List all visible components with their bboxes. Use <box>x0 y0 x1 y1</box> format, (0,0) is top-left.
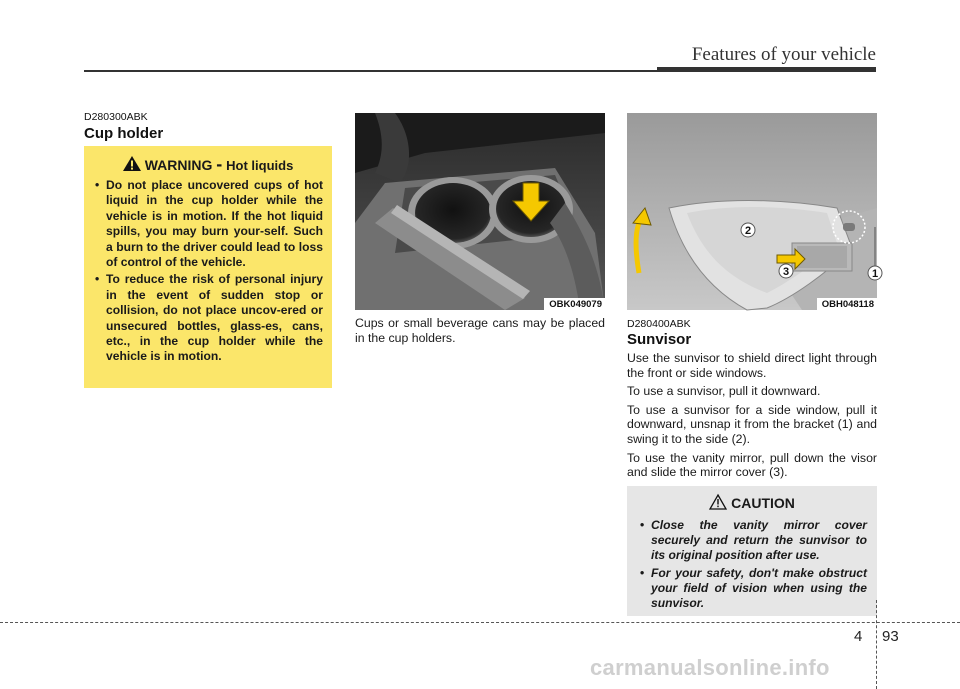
warning-triangle-icon <box>122 155 142 172</box>
caution-box <box>627 486 877 616</box>
callout-3: 3 <box>782 266 790 278</box>
warning-subtitle: Hot liquids <box>226 158 294 173</box>
caution-list <box>637 518 867 611</box>
sunvisor-paragraph: Use the sunvisor to shield direct light through the front or side windows. <box>627 351 877 380</box>
section-title: Features of your vehicle <box>691 44 876 65</box>
chapter-number: 4 <box>854 628 863 645</box>
sunvisor-paragraph: To use a sunvisor for a side window, pull it downward, unsnap it from the bracket (1) and swing it to the side (2). <box>627 402 877 446</box>
callout-1: 1 <box>871 268 879 280</box>
warning-title: WARNING <box>144 157 213 173</box>
caution-heading <box>637 494 867 514</box>
caution-item: • For your safety, don't make obstruct your field of vision when using the sunvisor. <box>637 566 867 611</box>
caution-title: CAUTION <box>731 495 795 511</box>
cup-holder-title: Cup holder <box>84 125 164 142</box>
sunvisor-paragraph: To use the vanity mirror, pull down the visor and slide the mirror cover (3). <box>627 450 877 480</box>
watermark: carmanualsonline.info <box>590 655 830 680</box>
sunvisor-paragraph: To use a sunvisor, pull it downward. <box>627 384 821 399</box>
footer-divider <box>876 600 877 689</box>
sunvisor-code: D280400ABK <box>627 318 691 330</box>
page-number: 93 <box>882 628 899 645</box>
cup-holder-illustration <box>355 113 605 310</box>
warning-list <box>92 178 323 365</box>
caution-triangle-icon <box>709 494 727 510</box>
sunvisor-title: Sunvisor <box>627 331 692 348</box>
sunvisor-illustration <box>627 113 877 310</box>
cup-holder-code: D280300ABK <box>84 111 148 123</box>
warning-heading <box>92 154 323 174</box>
callout-2: 2 <box>744 225 752 237</box>
warning-dash: - <box>216 154 223 174</box>
header-rule-accent <box>657 67 876 72</box>
warning-item: • To reduce the risk of personal injury in the event of sudden stop or collision, do not place uncov-ered or unsecured bottles, glass-es, cans, etc., in the cup holder while the vehicle is in motion. <box>92 272 323 364</box>
image-id-cup-holder: OBK049079 <box>544 298 605 310</box>
warning-box <box>84 146 332 388</box>
sunvisor-body <box>627 351 877 480</box>
footer-rule <box>0 622 960 623</box>
image-id-sunvisor: OBH048118 <box>817 298 877 310</box>
cup-holder-description: Cups or small beverage cans may be placed in the cup holders. <box>355 316 605 345</box>
caution-item: • Close the vanity mirror cover securely and return the sunvisor to its original position after use. <box>637 518 867 563</box>
cup-holder-photo <box>355 113 605 310</box>
sunvisor-photo <box>627 113 877 310</box>
warning-item: • Do not place uncovered cups of hot liquid in the cup holder while the vehicle is in motion. If the hot liquid spills, you may burn your-self. Such a burn to the driver could lead to loss of control of the vehicle. <box>92 178 323 270</box>
